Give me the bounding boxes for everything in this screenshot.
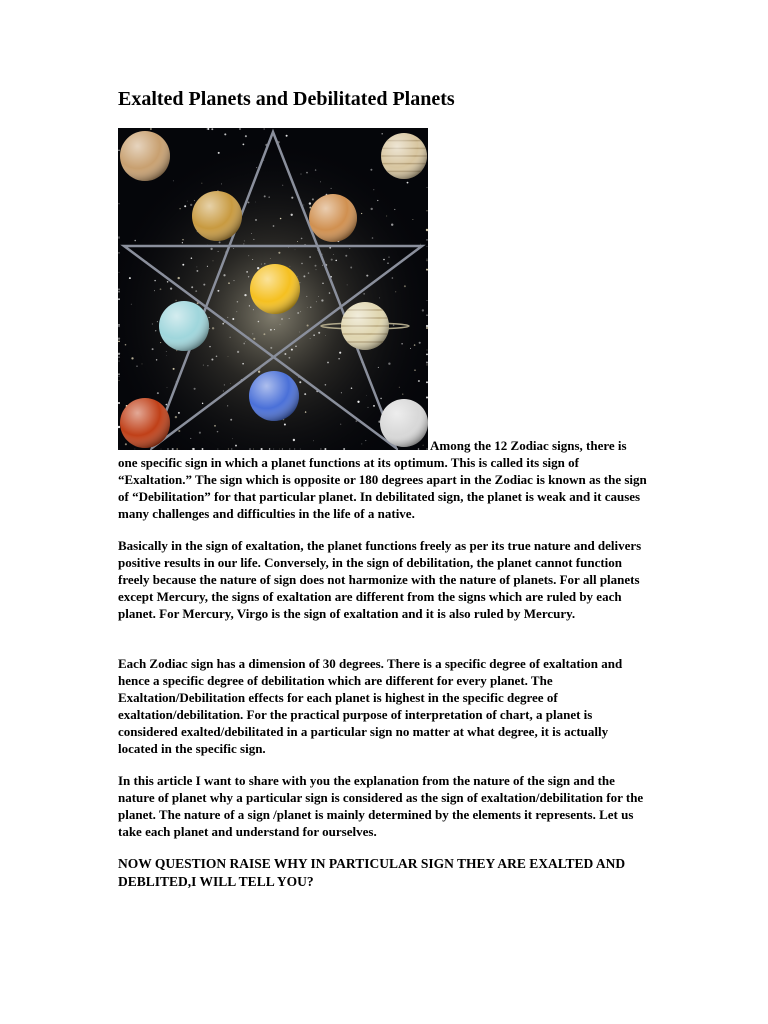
star [210,248,212,250]
star [209,317,210,318]
star [339,352,341,354]
star [261,264,262,265]
star [282,185,283,186]
star [154,290,155,291]
star [301,174,302,175]
star [244,240,245,241]
star [244,294,246,296]
star [388,363,390,365]
star [268,196,270,198]
star [299,282,300,283]
star [184,205,186,207]
star [351,387,353,389]
star [331,259,333,261]
star [357,401,359,403]
star [152,324,153,325]
star [325,384,327,386]
star [218,152,220,154]
star [301,238,303,240]
star [426,362,428,364]
star [187,201,188,202]
star [387,262,388,263]
star [284,353,286,355]
star [212,327,214,329]
star [237,301,239,303]
star [304,393,306,395]
intro-paragraph [118,437,648,522]
star [258,321,260,323]
star [299,381,301,383]
star [131,304,132,305]
star [175,416,177,418]
star [194,388,196,390]
star [233,248,234,249]
star [227,405,228,406]
star [286,135,288,137]
star [197,267,198,268]
star [207,266,208,267]
star [315,169,316,170]
star [234,280,235,281]
star [118,373,120,375]
star [299,332,300,333]
star [227,317,228,318]
star [364,293,365,294]
star [312,198,314,200]
star [301,263,302,264]
star [179,208,181,210]
star [258,371,260,373]
star [178,430,180,432]
star [399,387,400,388]
star [404,285,406,287]
star [291,349,293,351]
star [142,363,143,364]
star [297,312,299,314]
star [232,318,234,320]
star [418,380,420,382]
star [131,357,133,359]
star [315,265,317,267]
star [119,272,120,273]
star [223,391,224,392]
star [297,276,298,277]
star [255,219,256,220]
star [239,128,241,130]
star [155,330,156,331]
star [217,290,219,292]
star [118,291,120,293]
paragraph-degrees: Each Zodiac sign has a dimension of 30 degrees. There is a specific degree of exaltation and hence a specific degree of debilitation which are different for every planet. The Exaltation/Debilitation effects for each planet is highest in the specific degree of exaltation/debilitation. For the practical purpose of interpretation of chart, a planet is considered exalted/debilitated in a particular sign no matter at what degree, it is actually located in the specific sign. [118,656,623,756]
star [202,403,203,404]
star [270,258,271,259]
star [253,239,254,240]
intro-first-line: Among the 12 Zodiac signs, there is [430,438,627,453]
star [422,309,424,311]
star [243,243,244,244]
star [176,350,177,351]
star [217,431,219,433]
star [157,321,158,322]
star [395,292,396,293]
star [182,264,184,266]
star [222,323,224,325]
star [230,337,231,338]
star [338,358,339,359]
star [419,342,421,344]
star [310,338,311,339]
star [392,277,394,279]
star [118,340,120,342]
star [125,344,127,346]
star [427,260,428,261]
star [119,380,120,381]
star [289,357,291,359]
star [118,326,119,327]
planet-shading [159,301,209,351]
planet-shading [250,264,300,314]
star [242,363,244,365]
star [199,432,201,434]
star [236,311,237,312]
star [280,324,281,325]
star [274,329,275,330]
star [245,341,246,342]
star [426,327,428,329]
star [309,256,311,258]
star [248,276,249,277]
star [264,195,266,197]
star [407,182,409,184]
star [426,269,428,271]
star [370,169,372,171]
star [134,240,136,242]
star [167,387,168,388]
star [173,368,175,370]
star [245,135,247,137]
star [157,392,159,394]
star [203,284,205,286]
star [427,187,428,188]
star [320,182,321,183]
star [213,261,214,262]
star [333,254,334,255]
star [230,419,232,421]
star [255,202,256,203]
star [228,356,229,357]
star [427,246,428,247]
star [182,239,184,241]
star [386,216,387,217]
star [129,277,131,279]
star [321,299,323,301]
star [331,188,332,189]
paragraph-question: NOW QUESTION RAISE WHY IN PARTICULAR SIGN THEY ARE EXALTED AND DEBLITED,I WILL TELL YOU? [118,856,626,889]
star [280,218,282,220]
star [373,189,374,190]
star [303,275,305,277]
star [216,356,218,358]
planet-shading [381,133,427,179]
star [306,296,307,297]
star [366,275,368,277]
star [156,359,157,360]
star [207,128,209,130]
star [119,361,120,362]
star [414,344,416,346]
star [307,307,308,308]
star [379,298,380,299]
star [118,252,119,253]
star [426,259,427,260]
star [270,329,272,331]
paragraph-exaltation: Basically in the sign of exaltation, the planet functions freely as per its true nature and delivers positive results in our life. Conversely, in the sign of debilitation, the planet cannot function freely because the nature of sign does not harmonize with the nature of planets. For all planets except Mercury, the signs of exaltation are different from the signs which are ruled by each planet. For Mercury, Virgo is the sign of exaltation and it is also ruled by Mercury. [118,538,642,621]
star [175,300,177,302]
star [318,332,320,334]
star [290,266,291,267]
star [426,315,427,316]
star [426,239,428,241]
star [420,244,421,245]
star [211,358,213,360]
star [270,347,272,349]
star [249,305,250,306]
intro-rest: one specific sign in which a planet functions at its optimum. This is called its sign of “Exaltation.” The sign which is opposite or 180 degrees apart in the Zodiac is known as the sign of “Debilitation” for that particular planet. In debilitated sign, the planet is weak and it causes many challenges and difficulties in the life of a native. [118,455,647,521]
star [160,288,162,290]
star [136,365,138,367]
star [306,172,308,174]
star [373,405,375,407]
star [203,365,204,366]
star [291,214,293,216]
star [350,267,352,269]
planet-shading [341,302,389,350]
star [414,370,415,371]
star [297,241,298,242]
star [257,267,259,269]
star [228,282,230,284]
star [263,333,265,335]
star [118,357,119,358]
star [378,367,379,368]
star [178,412,180,414]
star [191,257,193,259]
star [252,333,253,334]
star [366,395,367,396]
star [118,150,119,151]
star [119,203,120,204]
star [284,423,286,425]
star [341,392,342,393]
star [401,343,403,345]
planet-shading [120,131,170,181]
star [202,183,203,184]
star [224,133,226,135]
star [389,257,390,258]
star [190,204,192,206]
star [230,383,231,384]
star [426,325,428,327]
star [246,271,248,273]
star [427,350,428,351]
star [166,355,167,356]
star [252,259,253,260]
star [243,343,245,345]
star [361,213,362,214]
star [318,296,319,297]
star [281,318,283,320]
star [118,288,120,290]
star [325,335,326,336]
star [327,362,329,364]
star [393,324,395,326]
star [349,248,350,249]
star [368,407,369,408]
star [214,425,216,427]
star [253,338,255,340]
star [118,236,120,238]
star [309,202,311,204]
star [224,384,225,385]
star [426,353,428,355]
star [264,129,265,130]
star [264,160,265,161]
star [426,210,427,211]
star [394,209,395,210]
star [152,348,154,350]
star [410,348,411,349]
star [310,307,311,308]
star [253,309,254,310]
star [380,398,382,400]
star [195,290,197,292]
star [372,237,374,239]
star [207,365,208,366]
star [308,272,309,273]
planet-shading [309,194,357,242]
star [291,197,293,199]
planets-pentagram-image [118,128,428,450]
star [426,381,428,383]
star [345,255,347,257]
star [340,424,341,425]
page-title: Exalted Planets and Debilitated Planets [118,88,455,110]
star [150,128,152,130]
star [412,219,413,220]
star [118,298,120,300]
planet-shading [249,371,299,421]
star [264,263,265,264]
star [329,292,331,294]
star [377,200,378,201]
star [237,351,239,353]
star [391,224,393,226]
star [289,318,290,319]
star [160,342,161,343]
star [305,411,306,412]
star [206,129,207,130]
star [248,201,250,203]
star [316,301,317,302]
star [316,269,317,270]
star [256,167,257,168]
star [196,270,198,272]
star [426,364,428,366]
star [313,334,315,336]
paragraph-article: In this article I want to share with you the explanation from the nature of the sign and the nature of planet why a particular sign is considered as the sign of exaltation/debilitation for the planet. The nature of a sign /planet is mainly determined by the elements it represents. Let us take each planet and understand for ourselves. [118,773,644,839]
star [347,285,348,286]
star [178,277,180,279]
star [309,207,311,209]
star [118,402,120,404]
star [381,133,383,135]
star [209,346,210,347]
star [191,286,193,288]
star [273,225,275,227]
star [194,200,195,201]
star [119,376,120,377]
star [182,242,183,243]
star [173,181,174,182]
star [166,404,168,406]
star [322,265,323,266]
star [248,255,249,256]
star [371,208,373,210]
star [278,252,280,254]
planet-shading [192,191,242,241]
star [383,259,385,261]
star [295,249,296,250]
pentagram-graphic [118,128,428,450]
star [303,205,304,206]
star [295,346,297,348]
star [427,300,428,301]
star [221,183,222,184]
star [223,274,225,276]
star [251,233,252,234]
star [322,283,323,284]
star [118,324,120,326]
star [154,280,155,281]
star [335,260,337,262]
star [209,328,210,329]
star [167,281,169,283]
star [170,287,172,289]
star [219,241,221,243]
star [402,394,403,395]
star [426,397,428,399]
star [119,238,120,239]
star [307,324,309,326]
star [242,143,244,145]
star [218,251,219,252]
star [166,351,167,352]
star [211,128,213,130]
star [300,311,301,312]
